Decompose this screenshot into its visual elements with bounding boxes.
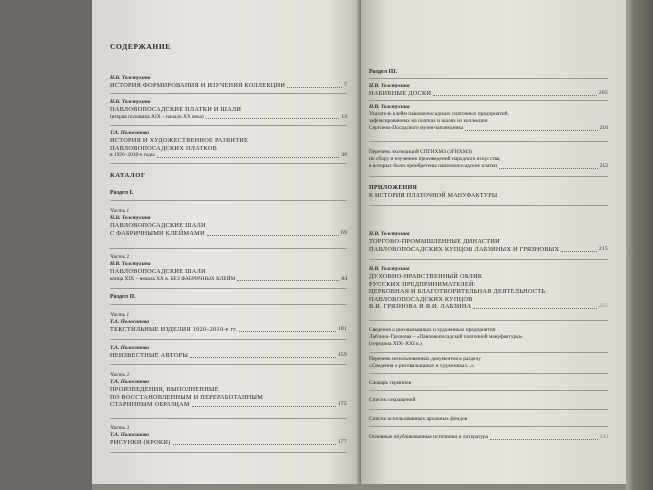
entry-page: 69: [340, 229, 347, 236]
section-label: Раздел I.: [110, 190, 134, 196]
contents-heading: СОДЕРЖАНИЕ: [110, 42, 171, 51]
entry-title: ТЕКСТИЛЬНЫЕ ИЗДЕЛИЯ 1920–2010-е гг.: [110, 326, 238, 333]
entry-title: Сергиево-Посадского музея-заповедника: [369, 125, 464, 131]
entry-title: Список сокращений: [369, 397, 416, 403]
divider: [110, 288, 347, 289]
toc-entry[interactable]: [369, 397, 608, 404]
entry-title: НЕИЗВЕСТНЫЕ АВТОРЫ: [110, 352, 189, 359]
toc-entry[interactable]: [110, 372, 347, 409]
entry-title: ПАВЛОВОПОСАДСКИХ КУПЦОВ: [369, 295, 473, 303]
entry-author: Т.А. Полосинова: [110, 319, 149, 325]
entry-subtitle: (вторая половина XIX – начало XX века): [110, 113, 204, 120]
entry-title: ПАВЛОВОПОСАДСКИЕ ПЛАТКИ И ШАЛИ: [110, 106, 242, 113]
divider: [369, 100, 608, 101]
entry-title: С ФАБРИЧНЫМИ КЛЕЙМАМИ: [110, 229, 205, 237]
entry-title: РУССКИХ ПРЕДПРИНИМАТЕЛЕЙ:: [369, 280, 476, 288]
right-page: [361, 0, 626, 484]
appendix-heading: ПРИЛОЖЕНИЯ К ИСТОРИИ ПЛАТОЧНОЙ МАНУФАКТУРЫ: [369, 185, 498, 199]
divider: [369, 259, 608, 260]
entry-title: СТАРИННЫМ ОБРАЗЦАМ: [110, 401, 190, 409]
entry-title: РИСУНКИ (КРОКИ): [110, 439, 171, 446]
entry-author: Н.В. Толстухина: [369, 104, 410, 110]
part-label: Часть 2: [110, 254, 130, 260]
part-label: Часть 1: [110, 312, 130, 318]
entry-author: Т.А. Полосинова: [110, 379, 149, 385]
divider: [369, 205, 608, 206]
divider: [110, 418, 347, 419]
entry-title: Лабзина–Грязнова – «Павловопосадской платочной мануфактуры»: [369, 334, 523, 340]
entry-author: Н.В. Толстухина: [110, 75, 151, 81]
divider: [110, 125, 347, 126]
entry-subtitle: конца XIX – начала XX в. БЕЗ ФАБРИЧНЫХ КЛЕЙМ: [110, 275, 236, 282]
entry-title: Словарь терминов: [369, 380, 412, 386]
toc-entry[interactable]: [369, 266, 608, 311]
entry-page: 7: [343, 82, 347, 88]
divider: [110, 304, 347, 305]
entry-subtitle: в 1920–2010-е годы: [110, 152, 155, 159]
entry-title: Список использованных архивных фондов: [369, 416, 468, 422]
entry-page: 215: [598, 245, 608, 252]
divider: [110, 248, 347, 249]
divider: [369, 78, 608, 79]
entry-author: Н.В. Толстухина: [110, 261, 151, 267]
book-edge: [626, 0, 653, 490]
divider: [369, 141, 608, 142]
toc-entry[interactable]: [110, 208, 347, 237]
entry-title: ЦЕРКОВНАЯ И БЛАГОТВОРИТЕЛЬНАЯ ДЕЯТЕЛЬНОСТЬ: [369, 288, 546, 296]
entry-title: ПАВЛОВОПОСАДСКИХ ПЛАТКОВ: [110, 144, 218, 152]
divider: [110, 339, 347, 340]
entry-author: Н.В. Толстухина: [369, 231, 410, 237]
part-label: Часть 1: [110, 208, 130, 214]
toc-entry[interactable]: [369, 416, 608, 423]
entry-title: ИСТОРИЯ И ХУДОЖЕСТВЕННОЕ РАЗВИТИЕ: [110, 137, 249, 144]
toc-entry[interactable]: [110, 254, 347, 283]
entry-page: 205: [598, 90, 608, 96]
divider: [369, 320, 608, 321]
toc-entry[interactable]: [369, 83, 608, 98]
entry-title: В.И. ГРЯЗНОВА И Я.И. ЛАБЗИНА: [369, 303, 472, 311]
entry-title: ПАВЛОВОПОСАДСКИХ КУПЦОВ ЛАБЗИНЫХ И ГРЯЗНОВЫХ: [369, 245, 560, 253]
entry-author: Т.А. Полосинова: [110, 130, 149, 136]
entry-author: Н.В. Толстухина: [369, 266, 410, 272]
entry-title: Перечень экспедиций СПГИХМЗ (ЗГИХМЗ): [369, 149, 472, 155]
section-label: Раздел II.: [110, 294, 136, 300]
entry-title: зафиксированных на платках и шалях из коллекции: [369, 118, 488, 124]
entry-title: ПО ВОССТАНОВЛЕННЫМ И ПЕРЕРАБОТАННЫМ: [110, 393, 264, 401]
entry-page: 210: [599, 125, 608, 131]
entry-title: в которых были приобретены павловопосадские платки: [369, 163, 498, 169]
toc-entry[interactable]: [110, 99, 347, 121]
entry-page: 225: [598, 303, 608, 310]
part-label: Часть 3: [110, 425, 130, 431]
toc-entry[interactable]: [369, 231, 608, 253]
entry-title: Основные опубликованные источники и литература: [369, 434, 489, 440]
left-page: [92, 0, 361, 484]
entry-page: 243: [599, 434, 608, 440]
entry-page: 101: [337, 326, 347, 332]
toc-entry[interactable]: [369, 104, 608, 132]
entry-title: Сведения о рисовальщиках и художниках предприятия: [369, 327, 496, 333]
entry-author: Н.В. Толстухина: [369, 83, 410, 89]
divider: [110, 452, 347, 453]
toc-entry[interactable]: [110, 75, 347, 90]
divider: [369, 352, 608, 353]
entry-title: ПАВЛОВОПОСАДСКИЕ ШАЛИ: [110, 222, 206, 229]
entry-author: Т.А. Полосинова: [110, 432, 149, 438]
entry-title: ИСТОРИЯ ФОРМИРОВАНИЯ И ИЗУЧЕНИЯ КОЛЛЕКЦИИ 7: [110, 82, 347, 89]
divider: [110, 200, 347, 201]
entry-author: Т.А. Полосинова: [110, 345, 149, 351]
entry-page: 159: [337, 352, 347, 358]
toc-entry[interactable]: [369, 327, 608, 348]
divider: [110, 93, 347, 94]
divider: [110, 364, 347, 365]
entry-title: по сбору и изучению произведений народного искусства,: [369, 156, 501, 162]
divider: [369, 390, 608, 391]
toc-entry[interactable]: [110, 345, 347, 360]
entry-page: 175: [337, 401, 347, 408]
toc-entry[interactable]: [369, 356, 608, 370]
entry-title: ПАВЛОВОПОСАДСКИЕ ШАЛИ: [110, 268, 206, 275]
divider: [369, 176, 608, 177]
toc-entry[interactable]: [369, 149, 608, 170]
toc-entry[interactable]: [110, 312, 347, 334]
divider: [369, 409, 608, 410]
entry-page: 36: [341, 152, 347, 159]
entry-title: НАБИВНЫЕ ДОСКИ: [369, 90, 432, 97]
toc-entry[interactable]: [369, 434, 608, 441]
toc-entry[interactable]: [110, 130, 347, 159]
entry-title: Указатель клейм павловопосадских платочных предприятий,: [369, 111, 509, 117]
entry-title: (середина XIX–XXI в.): [369, 341, 422, 347]
entry-title: Перечень использованных документов к разделу: [369, 356, 481, 362]
part-label: Часть 2: [110, 372, 130, 378]
book-bottom-edge: [92, 484, 626, 490]
section-label: Раздел III.: [369, 69, 398, 75]
entry-page: 13: [341, 113, 347, 120]
entry-title: ПРОИЗВЕДЕНИЯ, ВЫПОЛНЕННЫЕ: [110, 386, 219, 393]
divider: [369, 373, 608, 374]
toc-entry[interactable]: [110, 425, 347, 447]
catalog-heading: КАТАЛОГ: [110, 172, 146, 179]
entry-author: Н.В. Толстухина: [110, 99, 151, 105]
entry-title: ТОРГОВО-ПРОМЫШЛЕННЫЕ ДИНАСТИИ: [369, 238, 500, 245]
toc-entry[interactable]: [369, 380, 608, 387]
divider: [369, 426, 608, 427]
entry-author: Н.В. Толстухина: [110, 215, 151, 221]
entry-title: ДУХОВНО-НРАВСТВЕННЫЙ ОБЛИК: [369, 273, 483, 280]
entry-page: 177: [337, 439, 347, 445]
entry-page: 212: [599, 163, 608, 169]
entry-title: «Сведения о рисовальщиках и художниках...»: [369, 363, 474, 369]
entry-page: 84: [341, 275, 347, 282]
divider: [110, 163, 347, 164]
